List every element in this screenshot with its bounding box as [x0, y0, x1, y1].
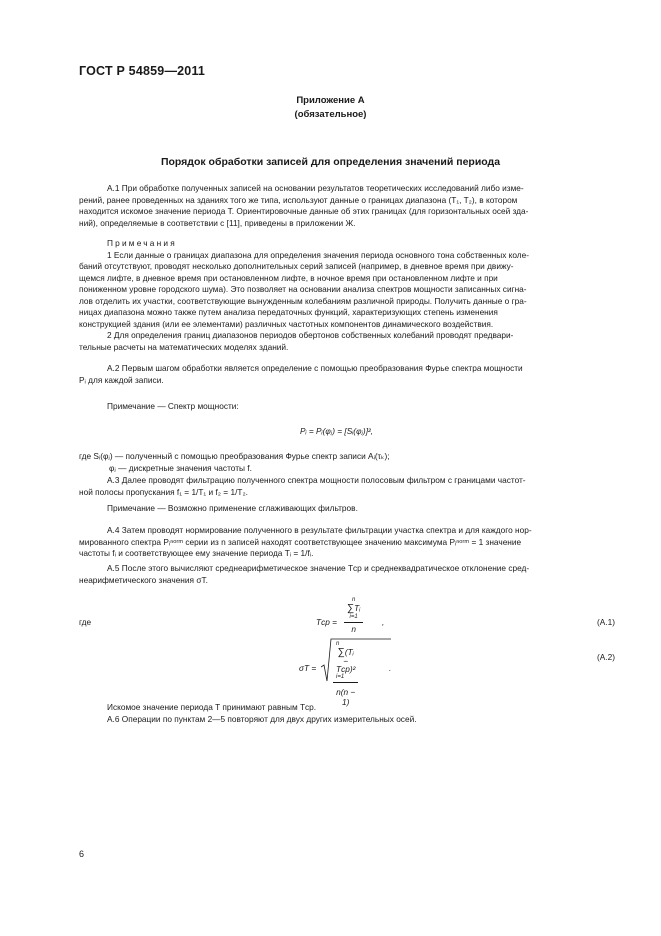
appendix-status: (обязательное) [294, 109, 367, 120]
paragraph-a4 [79, 525, 615, 560]
eq1-denominator: n [351, 624, 356, 634]
text-line: А.1 При обработке полученных записей на основании результатов теоретических исследований либо изме- [107, 183, 524, 193]
eq2-sum-body: (Tᵢ − Tср)² [336, 647, 356, 674]
eq1-numerator [344, 596, 363, 623]
text-line: ний), определяемые в соответствии с [11], приведены в приложении Ж. [79, 217, 356, 228]
page-number: 6 [79, 849, 85, 859]
equation-number-a1: (А.1) [597, 617, 615, 627]
text-line: пониженном уровне городского шума). Это позволяет на основании анализа спектров мощности записанных сигна- [79, 284, 527, 294]
text-line: конструкцией здания (или ее элементами) различных частотных компонентов динамического воздействия. [79, 318, 494, 329]
eq1-sum-top: n [351, 597, 356, 603]
paragraph-a5 [79, 563, 615, 586]
eq2-lhs: σT = [299, 663, 317, 673]
where-phi-definition: φⱼ — дискретные значения частоты f. [109, 462, 252, 473]
notes-block [79, 238, 615, 353]
eq2-sum-bottom: i=1 [336, 674, 345, 680]
text-line: рений, ранее проведенных на зданиях того же типа, используют данные о границах диапазона (T₁, T₂), в котором [79, 194, 518, 205]
text-line: щемся лифте, в дневное время при остановленном лифте, в ночное время при остановленном лифте и при [79, 272, 498, 283]
sum-icon: ∑ [347, 603, 355, 614]
eq1-tail: , [382, 617, 385, 627]
text-line: мированного спектра Pᵢⁿᵒʳᵐ серии из n записей находят соответствующее значению максимума Pᵢⁿᵒʳᵐ = 1 значение [79, 536, 522, 547]
paragraph-a3 [79, 475, 615, 498]
text-line: Pᵢ для каждой записи. [79, 374, 164, 385]
eq1-fraction [344, 596, 363, 634]
text-line: А.4 Затем проводят нормирование полученного в результате фильтрации участка спектра и для каждого нор- [107, 525, 532, 535]
text-line: А.5 После этого вычисляют среднеарифметическое значение Tср и среднеквадратическое отклонение сред- [107, 563, 530, 573]
eq1-sum-body: Tᵢ [354, 603, 361, 613]
text-line: 1 Если данные о границах диапазона для определения значения периода основного тона собственных коле- [107, 249, 530, 260]
text-line: ной полосы пропускания f₁ = 1/T₁ и f₂ = 1/T₂. [79, 486, 248, 497]
note-smoothing: Примечание — Возможно применение сглаживающих фильтров. [107, 503, 358, 513]
eq2-fraction [333, 640, 358, 707]
notes-label: Примечания [107, 238, 177, 248]
eq1-lhs: Tср = [316, 617, 337, 627]
text-line: А.2 Первым шагом обработки является определение с помощью преобразования Фурье спектра мощности [107, 363, 523, 373]
appendix-title: Приложение А [296, 95, 365, 106]
document-standard-number: ГОСТ Р 54859—2011 [79, 64, 206, 78]
note-power-spectrum: Примечание — Спектр мощности: [107, 401, 239, 411]
eq2-numerator [333, 640, 358, 683]
where-label: где [79, 617, 92, 627]
paragraph-a6: А.6 Операции по пунктам 2—5 повторяют для двух других измерительных осей. [107, 714, 417, 724]
final-period-value: Искомое значение периода T принимают равным Tср. [107, 702, 317, 712]
text-line: ницах диапазона можно также путем анализа передаточных функций, характеризующих степень изменения [79, 307, 498, 317]
equation-number-a2: (А.2) [597, 652, 615, 662]
appendix-heading [0, 94, 661, 122]
text-line: баний отсутствуют, проводят несколько дополнительных серий записей (например, в дневное время при движу- [79, 261, 514, 271]
text-line: находится искомое значение периода T. Ориентировочные данные об этих границах (для горизонтальных осей зда- [79, 206, 529, 216]
where-s-definition: где Sᵢ(φⱼ) — полученный с помощью преобразования Фурье спектр записи Aᵢ(τₖ); [79, 451, 390, 461]
section-title: Порядок обработки записей для определения значений периода [160, 156, 501, 168]
text-line: лов отделить их участки, соответствующие вынужденным колебаниям различной природы. Получить данные о гра- [79, 295, 527, 306]
text-line: тельные расчеты на математических моделях зданий. [79, 341, 289, 352]
eq2-tail: . [389, 663, 392, 673]
text-line: А.3 Далее проводят фильтрацию полученного спектра мощности полосовым фильтром с границами частот- [107, 475, 526, 485]
paragraph-a2 [79, 363, 615, 386]
formula-power-spectrum: Pᵢ = Pᵢ(φⱼ) = [Sᵢ(φⱼ)]², [300, 426, 374, 436]
where-definitions [79, 451, 615, 474]
paragraph-a1 [79, 183, 615, 229]
sum-icon: ∑ [337, 647, 345, 658]
text-line: 2 Для определения границ диапазонов периодов обертонов собственных колебаний проводят предвари- [107, 330, 514, 340]
eq2-sum-top: n [336, 641, 340, 647]
text-line: частоты fᵢ и соответствующее ему значение периода Tᵢ = 1/fᵢ. [79, 548, 314, 558]
eq2-denominator: n(n − 1) [336, 687, 356, 707]
text-line: неарифметического значения σT. [79, 574, 208, 585]
eq1-sum-bottom: i=1 [349, 614, 358, 620]
